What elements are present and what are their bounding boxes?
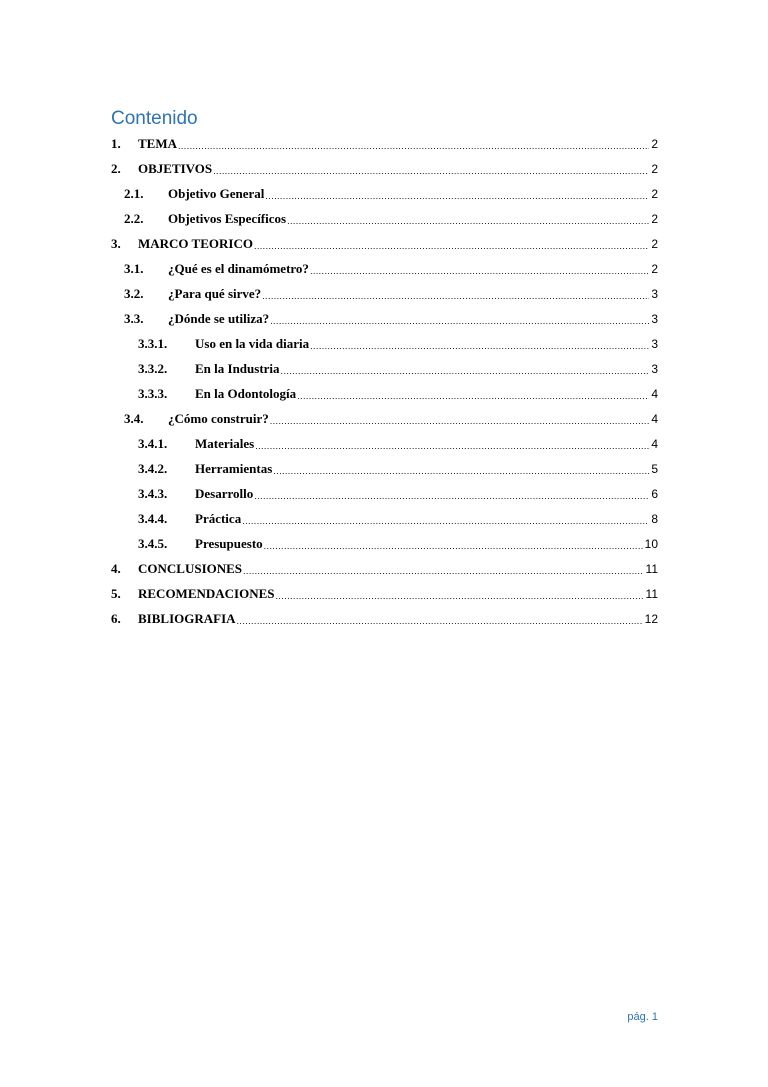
toc-dot-leader — [281, 366, 650, 376]
toc-entry-number: 3.1. — [124, 260, 144, 276]
toc-entry-page: 5 — [651, 461, 658, 476]
toc-dot-leader — [213, 166, 649, 176]
toc-entry[interactable] — [111, 431, 658, 456]
toc-entry[interactable] — [111, 556, 658, 581]
toc-entry-number: 3. — [111, 235, 121, 251]
toc-entry[interactable] — [111, 581, 658, 606]
toc-entry-number: 2.2. — [124, 210, 144, 226]
toc-entry-title: Práctica — [195, 510, 242, 526]
toc-entry[interactable] — [111, 606, 658, 631]
toc-entry-number: 3.4.1. — [138, 435, 168, 451]
toc-heading: Contenido — [111, 108, 198, 129]
toc-entry-page: 3 — [651, 336, 658, 351]
toc-entry-number: 3.2. — [124, 285, 144, 301]
toc-entry-page: 6 — [651, 486, 658, 501]
toc-entry-page: 2 — [651, 186, 658, 201]
toc-dot-leader — [255, 441, 649, 451]
toc-entry-title: ¿Para qué sirve? — [168, 285, 262, 301]
toc-entry[interactable] — [111, 481, 658, 506]
toc-entry[interactable] — [111, 381, 658, 406]
toc-entry-title: Presupuesto — [195, 535, 263, 551]
toc-dot-leader — [310, 341, 649, 351]
toc-entry-title: En la Industria — [195, 360, 280, 376]
toc-entry-number: 4. — [111, 560, 121, 576]
toc-dot-leader — [273, 466, 649, 476]
toc-entry[interactable] — [111, 531, 658, 556]
toc-entry-title: Materiales — [195, 435, 255, 451]
toc-entry[interactable] — [111, 156, 658, 181]
toc-entry-number: 3.3.2. — [138, 360, 168, 376]
toc-entry-page: 2 — [651, 161, 658, 176]
toc-entry-number: 3.4.4. — [138, 510, 168, 526]
toc-dot-leader — [276, 591, 644, 601]
toc-entry-title: Herramientas — [195, 460, 273, 476]
toc-entry[interactable] — [111, 181, 658, 206]
toc-entry-page: 3 — [651, 311, 658, 326]
toc-entry[interactable] — [111, 256, 658, 281]
toc-dot-leader — [270, 316, 649, 326]
toc-entry-number: 2. — [111, 160, 121, 176]
toc-entry-title: ¿Cómo construir? — [168, 410, 269, 426]
toc-dot-leader — [254, 491, 649, 501]
toc-entry-page: 10 — [644, 536, 658, 551]
toc-entry-number: 1. — [111, 135, 121, 151]
toc-entry-number: 2.1. — [124, 185, 144, 201]
toc-entry-number: 3.4.3. — [138, 485, 168, 501]
toc-dot-leader — [243, 566, 644, 576]
toc-entry-title: OBJETIVOS — [138, 160, 213, 176]
toc-entry-title: RECOMENDACIONES — [138, 585, 275, 601]
toc-dot-leader — [242, 516, 649, 526]
toc-entry-page: 4 — [651, 436, 658, 451]
toc-entry-page: 2 — [651, 136, 658, 151]
toc-dot-leader — [310, 266, 649, 276]
toc-entry-page: 2 — [651, 261, 658, 276]
toc-entry[interactable] — [111, 456, 658, 481]
page-number-footer: pág. 1 — [627, 1011, 658, 1023]
toc-entry-title: En la Odontología — [195, 385, 297, 401]
toc-entry-page: 2 — [651, 211, 658, 226]
table-of-contents — [111, 131, 658, 631]
toc-entry[interactable] — [111, 506, 658, 531]
toc-entry-page: 11 — [645, 561, 658, 576]
toc-entry-page: 3 — [651, 286, 658, 301]
toc-entry-title: ¿Qué es el dinamómetro? — [168, 260, 309, 276]
toc-dot-leader — [297, 391, 649, 401]
toc-entry-title: BIBLIOGRAFIA — [138, 610, 236, 626]
toc-entry-page: 2 — [651, 236, 658, 251]
toc-entry-title: ¿Dónde se utiliza? — [168, 310, 270, 326]
toc-entry-page: 8 — [651, 511, 658, 526]
toc-entry[interactable] — [111, 356, 658, 381]
toc-entry-page: 4 — [651, 386, 658, 401]
toc-entry-title: MARCO TEORICO — [138, 235, 253, 251]
toc-entry[interactable] — [111, 306, 658, 331]
toc-dot-leader — [264, 541, 643, 551]
toc-dot-leader — [265, 191, 649, 201]
toc-entry-number: 3.4. — [124, 410, 144, 426]
toc-entry[interactable] — [111, 206, 658, 231]
toc-entry-title: Objetivos Específicos — [168, 210, 287, 226]
toc-entry-page: 12 — [644, 611, 658, 626]
toc-entry-number: 3.3.3. — [138, 385, 168, 401]
toc-entry-title: TEMA — [138, 135, 177, 151]
toc-entry-page: 3 — [651, 361, 658, 376]
toc-entry[interactable] — [111, 231, 658, 256]
toc-entry[interactable] — [111, 331, 658, 356]
toc-entry-page: 4 — [651, 411, 658, 426]
toc-entry[interactable] — [111, 131, 658, 156]
toc-entry[interactable] — [111, 406, 658, 431]
toc-entry-number: 3.4.5. — [138, 535, 168, 551]
toc-dot-leader — [237, 616, 643, 626]
toc-dot-leader — [262, 291, 649, 301]
toc-entry-title: CONCLUSIONES — [138, 560, 243, 576]
toc-entry-number: 3.4.2. — [138, 460, 168, 476]
toc-entry-number: 5. — [111, 585, 121, 601]
toc-dot-leader — [287, 216, 649, 226]
toc-entry-number: 6. — [111, 610, 121, 626]
toc-dot-leader — [254, 241, 649, 251]
toc-entry-title: Objetivo General — [168, 185, 265, 201]
toc-dot-leader — [270, 416, 650, 426]
toc-entry-title: Desarrollo — [195, 485, 254, 501]
toc-entry-page: 11 — [645, 586, 658, 601]
toc-entry-number: 3.3. — [124, 310, 144, 326]
toc-dot-leader — [178, 141, 649, 151]
toc-entry-title: Uso en la vida diaria — [195, 335, 310, 351]
toc-entry[interactable] — [111, 281, 658, 306]
toc-entry-number: 3.3.1. — [138, 335, 168, 351]
